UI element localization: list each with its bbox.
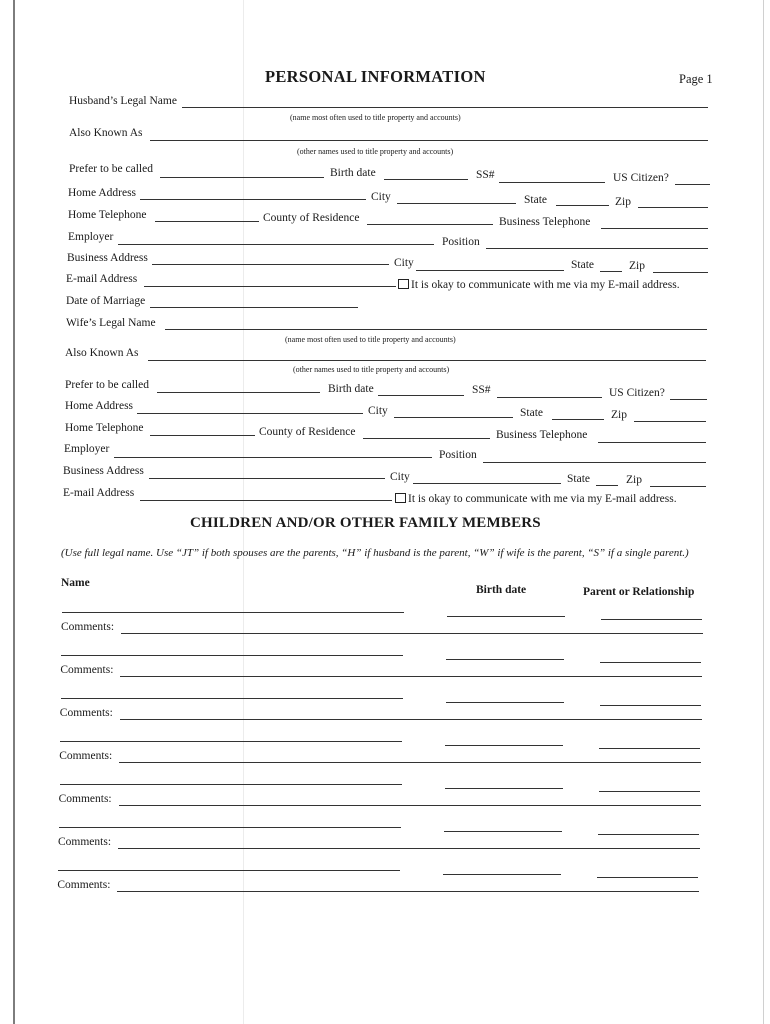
- wife-legal-name-hint: (name most often used to title property and accounts): [285, 335, 456, 344]
- child-parent-field[interactable]: [600, 662, 701, 663]
- husband-ssn-label: SS#: [476, 169, 495, 181]
- wife-city-label: City: [368, 405, 388, 417]
- husband-citizen-label: US Citizen?: [613, 172, 669, 184]
- child-comments-label: Comments:: [58, 793, 112, 805]
- husband-business-state-label: State: [571, 259, 594, 271]
- husband-business-tel-label: Business Telephone: [499, 216, 591, 228]
- wife-email-consent-label: It is okay to communicate with me via my E-mail address.: [408, 493, 677, 505]
- wife-state-label: State: [520, 407, 543, 419]
- wife-county-field[interactable]: [363, 438, 490, 439]
- wife-business-city-label: City: [390, 471, 410, 483]
- wife-business-address-label: Business Address: [63, 465, 144, 477]
- wife-state-field[interactable]: [552, 419, 604, 420]
- child-name-field[interactable]: [62, 612, 404, 613]
- wife-citizen-label: US Citizen?: [609, 387, 665, 399]
- wife-employer-field[interactable]: [114, 457, 432, 458]
- child-parent-field[interactable]: [597, 877, 698, 878]
- husband-position-label: Position: [442, 236, 480, 248]
- child-name-field[interactable]: [60, 784, 402, 785]
- wife-legal-name-label: Wife’s Legal Name: [66, 317, 156, 329]
- husband-email-label: E-mail Address: [66, 273, 138, 285]
- wife-legal-name-field[interactable]: [165, 329, 707, 330]
- child-birth-field[interactable]: [446, 659, 564, 660]
- child-comments-field[interactable]: [119, 805, 701, 806]
- child-birth-field[interactable]: [445, 788, 563, 789]
- husband-business-tel-field[interactable]: [601, 228, 708, 229]
- husband-home-tel-field[interactable]: [155, 221, 259, 222]
- children-col-parent: Parent or Relationship: [583, 586, 695, 598]
- husband-business-city-label: City: [394, 257, 414, 269]
- wife-home-tel-field[interactable]: [150, 435, 255, 436]
- child-birth-field[interactable]: [447, 616, 565, 617]
- wife-citizen-field[interactable]: [670, 399, 707, 400]
- wife-email-checkbox[interactable]: [395, 493, 406, 503]
- wife-county-label: County of Residence: [259, 426, 356, 438]
- husband-aka-label: Also Known As: [69, 127, 143, 139]
- husband-business-zip-field[interactable]: [653, 272, 708, 273]
- husband-county-label: County of Residence: [263, 212, 360, 224]
- husband-home-address-label: Home Address: [68, 187, 137, 199]
- wife-ssn-label: SS#: [472, 384, 491, 396]
- children-instructions: (Use full legal name. Use “JT” if both spouses are the parents, “H” if husband is the parent, “W” if wife is the parent, “S” if a single parent.): [61, 547, 689, 559]
- child-parent-field[interactable]: [601, 619, 702, 620]
- child-parent-field[interactable]: [599, 791, 700, 792]
- wife-prefer-label: Prefer to be called: [65, 379, 149, 391]
- wife-email-consent: [395, 493, 677, 505]
- child-comments-label: Comments:: [59, 750, 113, 762]
- page-number: Page 1: [679, 72, 713, 86]
- husband-employer-label: Employer: [68, 231, 114, 243]
- child-parent-field[interactable]: [598, 834, 699, 835]
- wife-position-label: Position: [439, 449, 477, 461]
- wife-aka-hint: (other names used to title property and accounts): [293, 365, 450, 374]
- husband-state-field[interactable]: [556, 205, 609, 206]
- husband-prefer-field[interactable]: [160, 177, 324, 178]
- child-comments-label: Comments:: [60, 664, 114, 676]
- husband-birth-label: Birth date: [330, 167, 376, 179]
- wife-position-field[interactable]: [483, 462, 706, 463]
- husband-email-field[interactable]: [144, 286, 396, 287]
- page-title: PERSONAL INFORMATION: [265, 67, 486, 86]
- husband-legal-name-label: Husband’s Legal Name: [69, 95, 177, 107]
- husband-citizen-field[interactable]: [675, 184, 710, 185]
- wife-home-tel-label: Home Telephone: [65, 422, 144, 434]
- child-name-field[interactable]: [60, 741, 402, 742]
- husband-business-address-label: Business Address: [67, 252, 148, 264]
- page-edge: [763, 0, 764, 1024]
- wife-business-state-label: State: [567, 473, 590, 485]
- husband-email-consent-label: It is okay to communicate with me via my E-mail address.: [411, 279, 680, 291]
- child-birth-field[interactable]: [444, 831, 562, 832]
- husband-zip-field[interactable]: [638, 207, 708, 208]
- child-birth-field[interactable]: [446, 702, 564, 703]
- wife-zip-field[interactable]: [634, 421, 706, 422]
- husband-business-state-field[interactable]: [600, 271, 622, 272]
- child-birth-field[interactable]: [445, 745, 563, 746]
- wife-business-state-field[interactable]: [596, 485, 618, 486]
- children-col-birth: Birth date: [476, 584, 527, 596]
- husband-ssn-field[interactable]: [499, 182, 605, 183]
- child-birth-field[interactable]: [443, 874, 561, 875]
- husband-legal-name-hint: (name most often used to title property and accounts): [290, 113, 461, 122]
- wife-birth-label: Birth date: [328, 383, 374, 395]
- wife-birth-field[interactable]: [378, 395, 464, 396]
- wife-home-address-label: Home Address: [65, 400, 134, 412]
- wife-business-city-field[interactable]: [413, 483, 561, 484]
- husband-aka-field[interactable]: [150, 140, 708, 141]
- child-name-field[interactable]: [61, 655, 403, 656]
- children-col-name: Name: [61, 577, 90, 589]
- wife-business-tel-field[interactable]: [598, 442, 706, 443]
- child-comments-field[interactable]: [120, 676, 702, 677]
- child-name-field[interactable]: [59, 827, 401, 828]
- wife-email-field[interactable]: [140, 500, 392, 501]
- wife-prefer-field[interactable]: [157, 392, 320, 393]
- wife-business-address-field[interactable]: [149, 478, 385, 479]
- binder-edge: [13, 0, 15, 1024]
- wife-aka-field[interactable]: [148, 360, 706, 361]
- husband-email-checkbox[interactable]: [398, 279, 409, 289]
- wife-employer-label: Employer: [64, 443, 110, 455]
- child-comments-field[interactable]: [121, 633, 703, 634]
- wife-email-label: E-mail Address: [63, 487, 135, 499]
- children-section-title: CHILDREN AND/OR OTHER FAMILY MEMBERS: [190, 515, 541, 531]
- marriage-date-field[interactable]: [150, 307, 358, 308]
- child-comments-field[interactable]: [120, 719, 702, 720]
- husband-business-address-field[interactable]: [152, 264, 389, 265]
- marriage-date-label: Date of Marriage: [66, 295, 146, 307]
- husband-home-address-field[interactable]: [140, 199, 366, 200]
- child-name-field[interactable]: [61, 698, 403, 699]
- child-comments-label: Comments:: [58, 836, 112, 848]
- wife-home-address-field[interactable]: [137, 413, 363, 414]
- child-parent-field[interactable]: [599, 748, 700, 749]
- husband-state-label: State: [524, 194, 547, 206]
- wife-business-zip-label: Zip: [626, 474, 642, 486]
- wife-ssn-field[interactable]: [497, 397, 602, 398]
- husband-business-zip-label: Zip: [629, 260, 645, 272]
- wife-business-zip-field[interactable]: [650, 486, 706, 487]
- husband-county-field[interactable]: [367, 224, 493, 225]
- child-name-field[interactable]: [58, 870, 400, 871]
- wife-business-tel-label: Business Telephone: [496, 429, 588, 441]
- husband-aka-hint: (other names used to title property and accounts): [297, 147, 454, 156]
- husband-city-field[interactable]: [397, 203, 516, 204]
- husband-zip-label: Zip: [615, 196, 631, 208]
- husband-birth-field[interactable]: [384, 179, 468, 180]
- husband-legal-name-field[interactable]: [182, 107, 708, 108]
- child-parent-field[interactable]: [600, 705, 701, 706]
- child-comments-field[interactable]: [118, 848, 700, 849]
- wife-city-field[interactable]: [394, 417, 513, 418]
- child-comments-label: Comments:: [59, 707, 113, 719]
- wife-zip-label: Zip: [611, 409, 627, 421]
- husband-business-city-field[interactable]: [416, 270, 564, 271]
- husband-employer-field[interactable]: [118, 244, 434, 245]
- husband-position-field[interactable]: [486, 248, 708, 249]
- child-comments-label: Comments:: [61, 621, 115, 633]
- wife-aka-label: Also Known As: [65, 347, 139, 359]
- child-comments-field[interactable]: [117, 891, 699, 892]
- child-comments-label: Comments:: [57, 879, 111, 891]
- husband-prefer-label: Prefer to be called: [69, 163, 153, 175]
- husband-home-tel-label: Home Telephone: [68, 209, 147, 221]
- husband-city-label: City: [371, 191, 391, 203]
- husband-email-consent: [398, 279, 680, 291]
- child-comments-field[interactable]: [119, 762, 701, 763]
